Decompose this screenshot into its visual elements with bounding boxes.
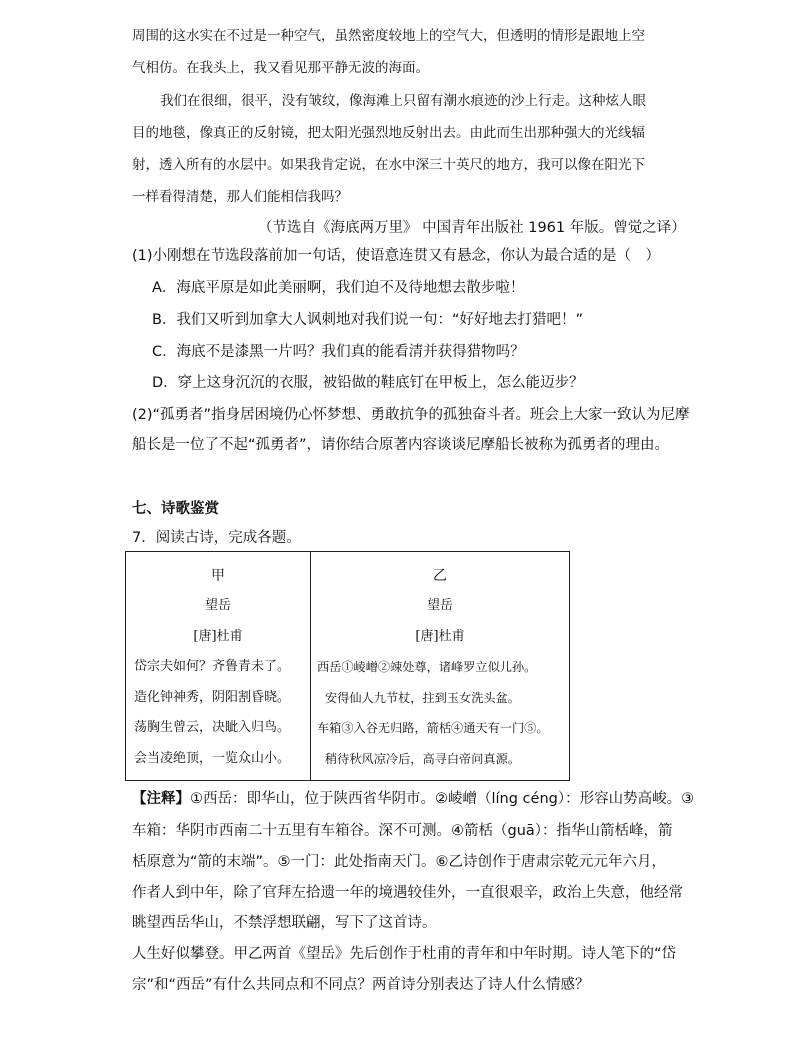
section-heading: 七、诗歌鉴赏	[132, 501, 219, 517]
q6-sub2-line: 船长是一位了不起“孤勇者”，请你结合原著内容谈谈尼摩船长被称为孤勇者的理由。	[132, 437, 670, 453]
passage-line: 一样看得清楚，那人们能相信我吗？	[132, 189, 348, 205]
poem-line: 车箱③入谷无归路，箭栝④通天有一门⑤。	[317, 721, 549, 735]
notes-line: 栝原意为“箭的末端”。⑤一门：此处指南天门。⑥乙诗创作于唐肃宗乾元元年六月，	[132, 854, 667, 870]
poem-line: 会当凌绝顶，一览众山小。	[134, 751, 291, 766]
passage-line: 周围的这水实在不过是一种空气，虽然密度较地上的空气大，但透明的情形是跟地上空	[132, 28, 645, 44]
poem-author: [唐]杜甫	[193, 629, 243, 644]
poem-line: 荡胸生曾云，决眦入归鸟。	[134, 720, 291, 735]
notes-label: 【注释】	[132, 791, 190, 807]
poem-title: 望岳	[204, 598, 231, 613]
poem-label: 乙	[433, 568, 447, 584]
notes-line: 作者人到中年，除了官拜左拾遗一年的境遇较佳外，一直很艰辛，政治上失意，他经常	[132, 885, 683, 901]
option-c: C．海底不是漆黑一片吗？我们真的能看清并获得猎物吗？	[152, 344, 525, 360]
poem-line: 西岳①崚嶒②竦处尊，诸峰罗立似儿孙。	[317, 660, 537, 674]
option-b: B．我们又听到加拿大人讽刺地对我们说一句：“好好地去打猎吧！”	[152, 312, 583, 328]
passage-source: （节选自《海底两万里》 中国青年出版社 1961 年版。曾觉之译）	[258, 220, 686, 236]
notes-line: 车箱：华阴市西南二十五里有车箱谷。深不可测。④箭栝（guā）：指华山箭栝峰，箭	[132, 823, 673, 839]
q6-sub1-stem: (1)小刚想在节选段落前加一句话，使语意连贯又有悬念，你认为最合适的是（ ）	[132, 248, 661, 264]
passage-line: 目的地毯，像真正的反射镜，把太阳光强烈地反射出去。由此而生出那种强大的光线辐	[132, 125, 645, 141]
poem-line: 造化钟神秀，阴阳割昏晓。	[134, 690, 291, 705]
notes-line: 眺望西岳华山，不禁浮想联翩，写下了这首诗。	[132, 915, 437, 931]
poem-title: 望岳	[426, 598, 453, 613]
question-7: 7．阅读古诗，完成各题。	[132, 530, 301, 546]
poem-jia	[126, 552, 310, 780]
option-d: D．穿上这身沉沉的衣服，被铅做的鞋底钉在甲板上，怎么能迈步？	[152, 375, 584, 391]
poem-line: 稍待秋风凉冷后，高寻白帝问真源。	[325, 752, 520, 766]
poem-yi	[311, 552, 569, 780]
q6-sub2-line: (2)“孤勇者”指身居困境仍心怀梦想、勇敢抗争的孤独奋斗者。班会上大家一致认为尼摩	[132, 407, 690, 423]
passage-line: 射，透入所有的水层中。如果我肯定说，在水中深三十英尺的地方，我可以像在阳光下	[132, 157, 645, 173]
poem-line: 岱宗夫如何？齐鲁青未了。	[134, 659, 291, 674]
notes-first-line	[132, 789, 694, 809]
poem-label: 甲	[211, 568, 225, 584]
passage-line: 我们在很细，很平，没有皱纹，像海滩上只留有潮水痕迹的沙上行走。这种炫人眼	[160, 93, 646, 109]
final-question-line: 人生好似攀登。甲乙两首《望岳》先后创作于杜甫的青年和中年时期。诗人笔下的“岱	[132, 946, 677, 962]
poem-line: 安得仙人九节杖，拄到玉女洗头盆。	[325, 691, 520, 705]
final-question-line: 宗”和“西岳”有什么共同点和不同点？两首诗分别表达了诗人什么情感？	[132, 977, 590, 993]
poem-author: [唐]杜甫	[415, 629, 465, 644]
option-a: A．海底平原是如此美丽啊，我们迫不及待地想去散步啦！	[152, 280, 525, 296]
passage-line: 气相仿。在我头上，我又看见那平静无波的海面。	[132, 60, 429, 76]
notes-line: ①西岳：即华山，位于陕西省华阴市。②崚嶒（líng céng）：形容山势高峻。③	[190, 791, 695, 807]
poem-table	[125, 551, 570, 781]
